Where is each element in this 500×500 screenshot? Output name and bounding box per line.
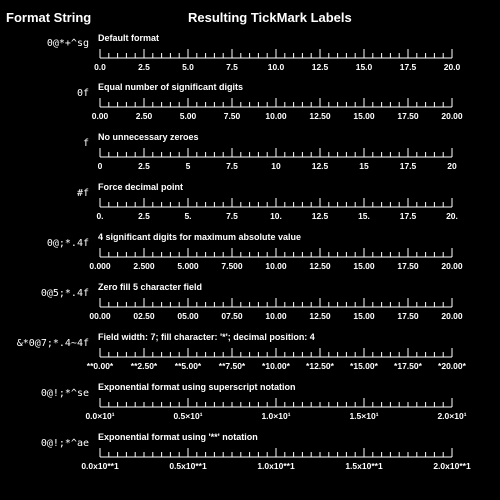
tick-label: 17.5 [399,62,417,72]
tick-label: 05.00 [177,311,199,321]
row-description: Exponential format using '**' notation [98,432,258,442]
tick-label: 10.00 [265,311,287,321]
tick-label: 15 [359,161,369,171]
tick-label: 12.5 [311,161,329,171]
tick-label: 20.00 [441,111,463,121]
tick-label: 15.00 [353,111,375,121]
format-string: 0@5;*.4f [40,288,89,299]
tick-label: *17.50* [394,361,422,371]
tick-label: 0.5x10**1 [169,461,207,471]
tick-label: 12.5 [311,62,329,72]
tick-label: 20. [446,211,458,221]
tick-label: *15.00* [350,361,378,371]
tick-label: 20.00 [441,311,463,321]
tick-label: 20.0 [443,62,461,72]
tick-label: 17.50 [397,261,419,271]
tick-label: 17.50 [397,111,419,121]
tick-label: 10. [270,211,282,221]
tick-label: *20.00* [438,361,466,371]
tick-label: 7.50 [223,111,241,121]
tick-label: 1.0×10¹ [261,411,291,421]
tick-label: 0.0 [94,62,106,72]
row-description: No unnecessary zeroes [98,132,199,142]
tick-label: 15.0 [355,62,373,72]
tick-label: 15.00 [353,311,375,321]
tick-label: 10.0 [267,62,285,72]
tick-label: 00.00 [89,311,111,321]
row-description: Default format [98,33,160,43]
format-string-header: Format String [6,10,92,25]
tick-label: 12.50 [309,111,331,121]
row-description: Force decimal point [98,182,184,192]
tick-label: 7.5 [226,62,238,72]
format-string: 0@!;*^ae [40,438,89,449]
tick-label: 7.5 [226,211,238,221]
tick-label: 10 [271,161,281,171]
format-string: &*0@7;*.4~4f [16,338,89,349]
tick-label: 2.5 [138,211,150,221]
tick-label: 10.00 [265,111,287,121]
tick-label: 2.0×10¹ [437,411,467,421]
tick-label: 12.50 [309,261,331,271]
tick-label: 12.50 [309,311,331,321]
tick-label: 0 [97,161,103,171]
tick-label: 1.5x10**1 [345,461,383,471]
tick-label: *10.00* [262,361,290,371]
tick-label: 2.5 [138,62,150,72]
tick-label: 17.5 [399,211,417,221]
tick-label: 12.5 [311,211,329,221]
tick-label: 7.500 [221,261,243,271]
format-string: 0f [76,88,89,99]
tick-label: **0.00* [86,361,114,371]
tick-label: 10.00 [265,261,287,271]
tick-label: 20.00 [441,261,463,271]
tick-label: 5.0 [182,62,194,72]
row-description: Zero fill 5 character field [98,282,203,292]
format-string: #f [76,188,89,199]
tick-label: 07.50 [221,311,243,321]
tick-label: 0.0×10¹ [85,411,115,421]
format-string: 0@!;*^se [40,388,89,399]
resulting-labels-header: Resulting TickMark Labels [188,10,352,25]
tick-label: 2.50 [135,111,153,121]
format-string: 0@;*.4f [46,238,89,249]
tick-label: 2.0x10**1 [433,461,471,471]
tick-label: 5.00 [179,111,197,121]
tick-label: 7.5 [226,161,238,171]
tick-label: 5 [185,161,191,171]
tick-label: 0. [96,211,104,221]
row-description: Exponential format using superscript notation [98,382,296,392]
tick-label: 5. [184,211,192,221]
tick-label: 1.5×10¹ [349,411,379,421]
row-description: Field width: 7; fill character: '*'; decimal position: 4 [98,332,315,342]
tick-label: 1.0x10**1 [257,461,295,471]
row-description: Equal number of significant digits [98,82,244,92]
tick-label: **2.50* [130,361,158,371]
tick-label: 2.5 [138,161,150,171]
tick-label: 20 [447,161,457,171]
tick-label: 0.000 [89,261,111,271]
tick-label: 15.00 [353,261,375,271]
format-string: f [82,138,89,149]
tick-label: **7.50* [218,361,246,371]
tick-label: 2.500 [133,261,155,271]
tick-label: 17.50 [397,311,419,321]
row-description: 4 significant digits for maximum absolute value [98,232,302,242]
tick-label: 0.0x10**1 [81,461,119,471]
tick-label: 17.5 [399,161,417,171]
tick-label: **5.00* [174,361,202,371]
tick-label: 02.50 [133,311,155,321]
format-string: 0@*+^sg [46,38,89,49]
tick-label: 15. [358,211,370,221]
tick-label: 0.5×10¹ [173,411,203,421]
tick-label: 5.000 [177,261,199,271]
tick-label: 0.00 [91,111,109,121]
tick-label: *12.50* [306,361,334,371]
